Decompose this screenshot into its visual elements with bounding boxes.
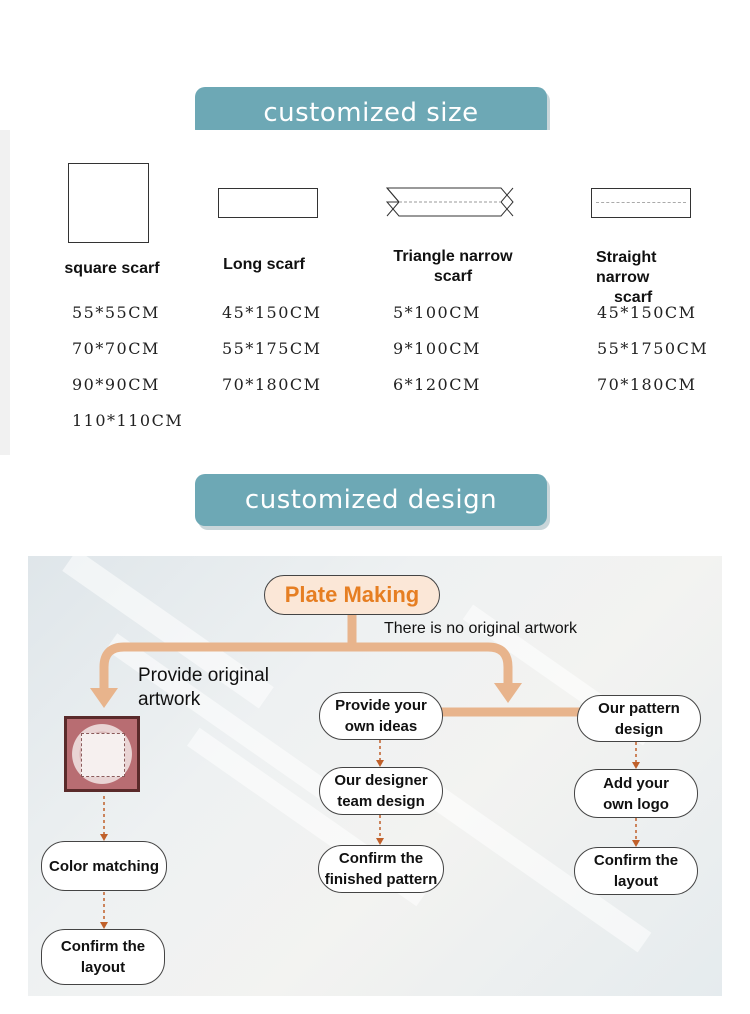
dim-item: 90*90CM [72, 375, 160, 394]
triangle-label-line2: scarf [433, 268, 473, 285]
node-label-line2: finished pattern [324, 871, 438, 888]
left-arrow-head [90, 688, 118, 708]
our-pattern-design-node [577, 695, 701, 742]
dim-item: 55*55CM [72, 303, 160, 322]
plate-making-node [264, 575, 440, 615]
dim-item: 110*110CM [72, 411, 184, 430]
long-scarf-label: Long scarf [223, 256, 305, 273]
square-scarf-label: square scarf [64, 260, 160, 277]
straight-label-line2: scarf [614, 289, 653, 306]
provide-own-ideas-node [319, 692, 443, 740]
thumbnail-center [81, 733, 125, 777]
banner-title: customized size [263, 98, 479, 128]
color-matching-node [41, 841, 167, 891]
dim-item: 70*180CM [597, 375, 697, 394]
provide-original-line1: Provide original [138, 665, 269, 686]
node-label-line1: Provide your [335, 697, 427, 714]
provide-original-line2: artwork [138, 689, 201, 710]
node-label-line2: layout [613, 873, 659, 890]
node-label-line1: Our designer [334, 772, 428, 789]
straight-label-line1: Straight narrow [596, 249, 657, 286]
confirm-finished-pattern-node [318, 845, 444, 893]
node-label-line2: own logo [603, 795, 669, 813]
triangle-label-line1: Triangle narrow [393, 248, 513, 265]
node-label-line2: design [614, 720, 664, 738]
node-label-line1: Confirm the [60, 938, 146, 955]
right-branch-connector [352, 647, 508, 685]
banner-title: customized design [244, 485, 498, 515]
dim-item: 70*70CM [72, 339, 160, 358]
dim-item: 55*175CM [222, 339, 322, 358]
original-artwork-thumbnail [64, 716, 140, 792]
node-label-line2: layout [80, 959, 126, 976]
right-arrow-head [494, 683, 522, 703]
plate-making-label: Plate Making [284, 582, 420, 607]
node-label-line1: Our pattern [598, 699, 680, 717]
dim-item: 9*100CM [393, 339, 481, 358]
dim-item: 5*100CM [393, 303, 481, 322]
dim-item: 55*1750CM [597, 339, 709, 358]
confirm-layout-left-node [41, 929, 165, 985]
node-label-line2: team design [337, 793, 425, 810]
add-own-logo-node [574, 769, 698, 818]
node-label-line1: Confirm the [338, 850, 424, 867]
node-label-line2: own ideas [344, 718, 418, 735]
dim-item: 6*120CM [393, 375, 481, 394]
dim-item: 70*180CM [222, 375, 322, 394]
node-label-line1: Confirm the [593, 852, 679, 869]
designer-team-design-node [319, 767, 443, 815]
dim-item: 45*150CM [597, 303, 697, 322]
node-label: Color matching [48, 857, 159, 875]
confirm-layout-right-node [574, 847, 698, 895]
provide-original-text [138, 664, 269, 712]
node-label-line1: Add your [603, 774, 669, 792]
dim-item: 45*150CM [222, 303, 322, 322]
no-artwork-text: There is no original artwork [384, 620, 577, 637]
